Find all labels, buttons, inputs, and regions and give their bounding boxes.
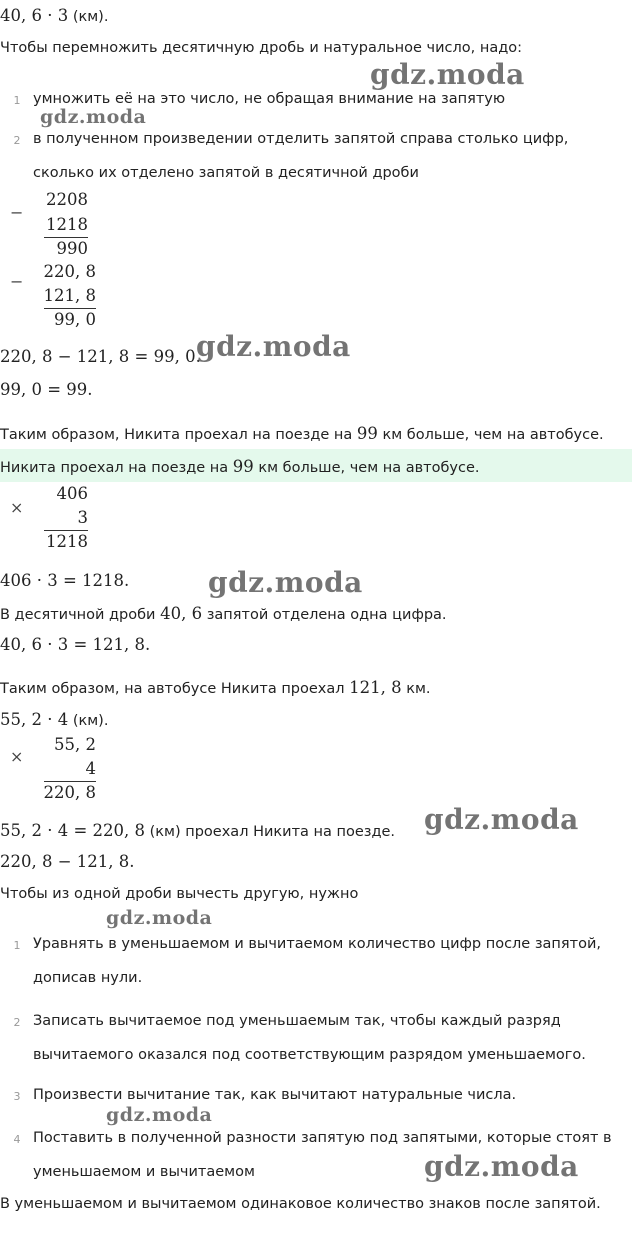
equation-difference: 220, 8 − 121, 8. (0, 852, 135, 871)
number: 99 (232, 457, 254, 476)
expr-line-55-2 (0, 710, 108, 730)
list-item: Записать вычитаемое под уменьшаемым так, чтобы каждый разряд (33, 1013, 561, 1029)
list-item-continuation: уменьшаемом и вычитаемом (33, 1164, 255, 1180)
decimal-note (0, 604, 447, 624)
watermark-logo: gdz.moda (196, 330, 351, 363)
watermark-logo: gdz.moda (424, 803, 579, 836)
list-number: 1 (13, 939, 21, 952)
number: 121, 8 (349, 678, 402, 697)
number: 99 (356, 424, 378, 443)
watermark-logo: gdz.moda (424, 1150, 579, 1183)
bus-conclusion (0, 678, 431, 698)
multiplicand: 55, 2 (54, 735, 96, 754)
equation-train (0, 821, 395, 841)
list-item-continuation: сколько их отделено запятой в десятичной дроби (33, 165, 419, 181)
text: (км) проехал Никита на поезде. (145, 824, 396, 840)
text: запятой отделена одна цифра. (202, 607, 447, 623)
answer-text (0, 457, 480, 477)
list-item: умножить её на это число, не обращая внимание на запятую (33, 91, 506, 107)
difference: 99, 0 (54, 310, 96, 329)
text: Никита проехал на поезде на (0, 460, 233, 476)
multiplicand: 406 (56, 484, 88, 503)
equation-406: 406 · 3 = 1218. (0, 571, 130, 590)
list-number: 4 (13, 1133, 21, 1146)
times-sign: × (10, 498, 24, 517)
unit-text: (км). (68, 713, 109, 729)
watermark-logo: gdz.moda (370, 58, 525, 91)
number: 40, 6 (160, 604, 203, 623)
column-rule (44, 781, 96, 782)
list-number: 2 (13, 1016, 21, 1029)
math-expr: 40, 6 · 3 (0, 6, 69, 25)
list-number: 3 (13, 1090, 21, 1103)
text: км больше, чем на автобусе. (253, 460, 480, 476)
list-item: Поставить в полученной разности запятую под запятыми, которые стоят в (33, 1130, 612, 1146)
list-item-continuation: дописав нули. (33, 970, 143, 986)
watermark-logo: gdz.moda (106, 907, 213, 929)
minuend: 220, 8 (43, 262, 96, 281)
math-expr: 55, 2 · 4 (0, 710, 69, 729)
equation-99: 99, 0 = 99. (0, 380, 93, 399)
conclusion-text (0, 424, 604, 444)
final-note: В уменьшаемом и вычитаемом одинаковое количество знаков после запятой. (0, 1196, 601, 1212)
text: км. (401, 681, 431, 697)
expr-line-40-6 (0, 6, 108, 26)
list-item-continuation: вычитаемого оказался под соответствующим разрядом уменьшаемого. (33, 1047, 586, 1063)
equation-121-8: 40, 6 · 3 = 121, 8. (0, 635, 151, 654)
list-item: в полученном произведении отделить запятой справа столько цифр, (33, 131, 569, 147)
column-rule (44, 530, 88, 531)
product: 1218 (46, 532, 88, 551)
list-item: Уравнять в уменьшаемом и вычитаемом количество цифр после запятой, (33, 936, 601, 952)
text: км больше, чем на автобусе. (377, 427, 604, 443)
text: Таким образом, Никита проехал на поезде на (0, 427, 357, 443)
multiplier: 3 (77, 508, 88, 527)
watermark-logo: gdz.moda (40, 106, 147, 128)
column-rule (44, 237, 88, 238)
column-rule (44, 308, 96, 309)
math-expr: 55, 2 · 4 = 220, 8 (0, 821, 146, 840)
unit-text: (км). (68, 9, 109, 25)
list-number: 1 (13, 94, 21, 107)
text: Таким образом, на автобусе Никита проехал (0, 681, 350, 697)
list-number: 2 (13, 134, 21, 147)
subtrahend: 121, 8 (43, 286, 96, 305)
difference: 990 (56, 239, 88, 258)
minus-sign: − (10, 272, 24, 291)
list-item: Произвести вычитание так, как вычитают натуральные числа. (33, 1087, 517, 1103)
watermark-logo: gdz.moda (106, 1104, 213, 1126)
intro-multiply-text: Чтобы перемножить десятичную дробь и натуральное число, надо: (0, 40, 522, 56)
multiplier: 4 (85, 759, 96, 778)
minus-sign: − (10, 203, 24, 222)
watermark-logo: gdz.moda (208, 566, 363, 599)
minuend: 2208 (46, 190, 88, 209)
intro-subtract-text: Чтобы из одной дроби вычесть другую, нужно (0, 886, 359, 902)
times-sign: × (10, 747, 24, 766)
product: 220, 8 (43, 783, 96, 802)
equation-subtraction: 220, 8 − 121, 8 = 99, 0. (0, 347, 201, 366)
subtrahend: 1218 (46, 215, 88, 234)
text: В десятичной дроби (0, 607, 161, 623)
